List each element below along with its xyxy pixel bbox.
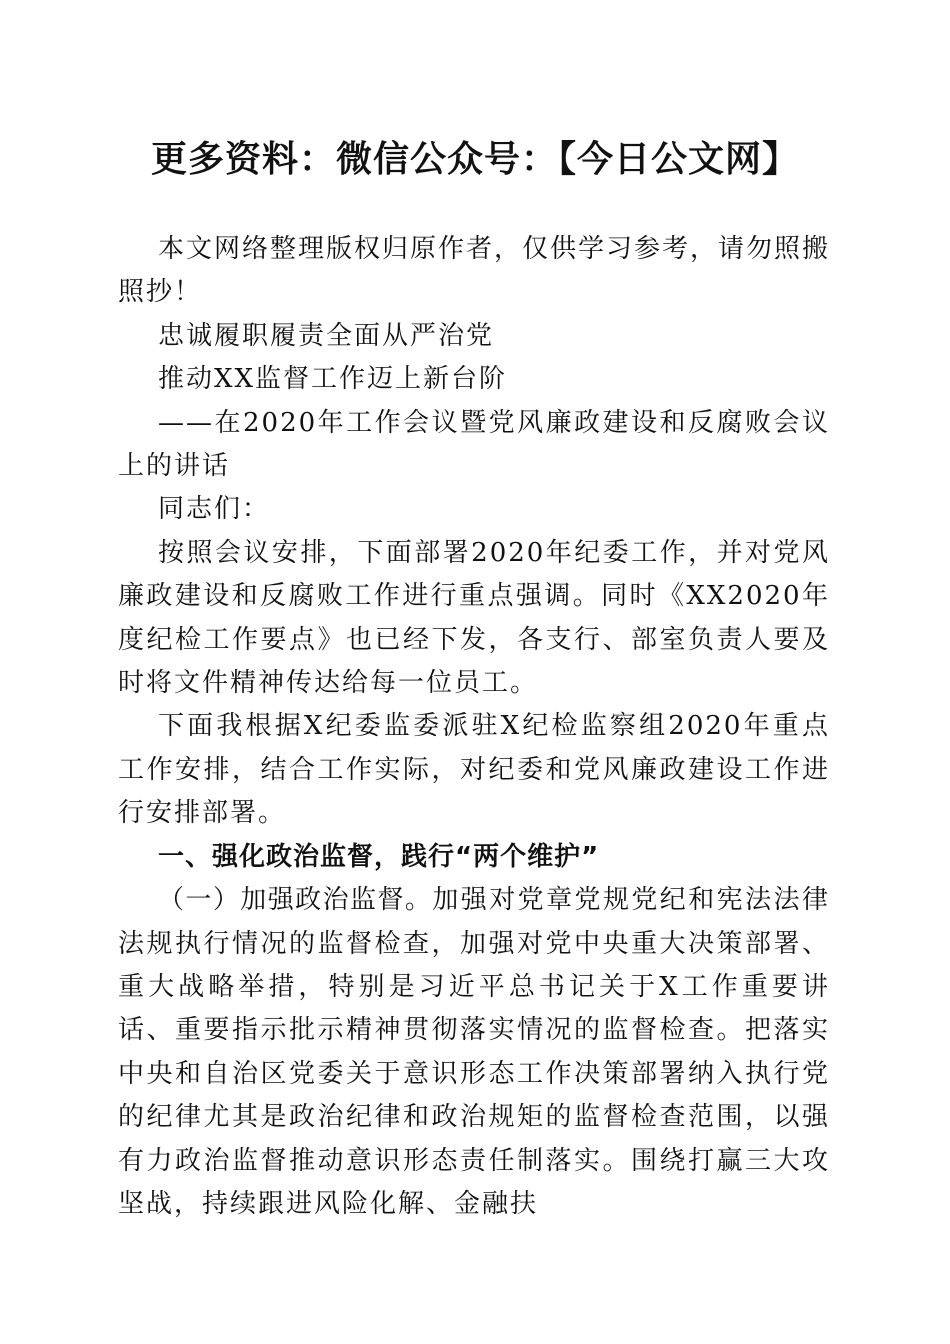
section-heading: 一、强化政治监督，践行“两个维护”: [158, 841, 600, 872]
paragraph: 下面我根据X纪委监委派驻X纪检监察组2020年重点工作安排，结合工作实际，对纪委和党风廉政建设工作进行安排部署。: [118, 711, 830, 829]
salutation: 同志们：: [158, 494, 271, 525]
document-title-line-1: 忠诚履职履责全面从严治党: [158, 320, 495, 351]
subsection-text: 加强对党章党规党纪和宪法法律法规执行情况的监督检查，加强对党中央重大决策部署、重大战略举措，特别是习近平总书记关于X工作重要讲话、重要指示批示精神贯彻落实情况的监督检查。把落实中央和自治区党委关于意识形态工作决策部署纳入执行党的纪律尤其是政治纪律和政治规矩的监督检查范围，以强有力政治监督推动意识形态责任制落实。围绕打赢三大攻坚战，持续跟进风险化解、金融扶: [118, 885, 830, 1219]
document-title-line-2: 推动XX监督工作迈上新台阶: [158, 364, 508, 395]
subsection-label: （一）加强政治监督。: [158, 885, 433, 916]
paragraph: 按照会议安排，下面部署2020年纪委工作，并对党风廉政建设和反腐败工作进行重点强调。同时《XX2020年度纪检工作要点》也已经下发，各支行、部室负责人要及时将文件精神传达给每一位员工。: [118, 537, 830, 699]
copyright-notice: 本文网络整理版权归原作者，仅供学习参考，请勿照搬照抄！: [118, 234, 831, 308]
paragraph: [118, 879, 830, 1226]
document-body: [118, 228, 830, 1226]
header-title: 更多资料：微信公众号：【今日公文网】: [150, 139, 799, 180]
document-subtitle: ——在2020年工作会议暨党风廉政建设和反腐败会议上的讲话: [118, 407, 830, 482]
